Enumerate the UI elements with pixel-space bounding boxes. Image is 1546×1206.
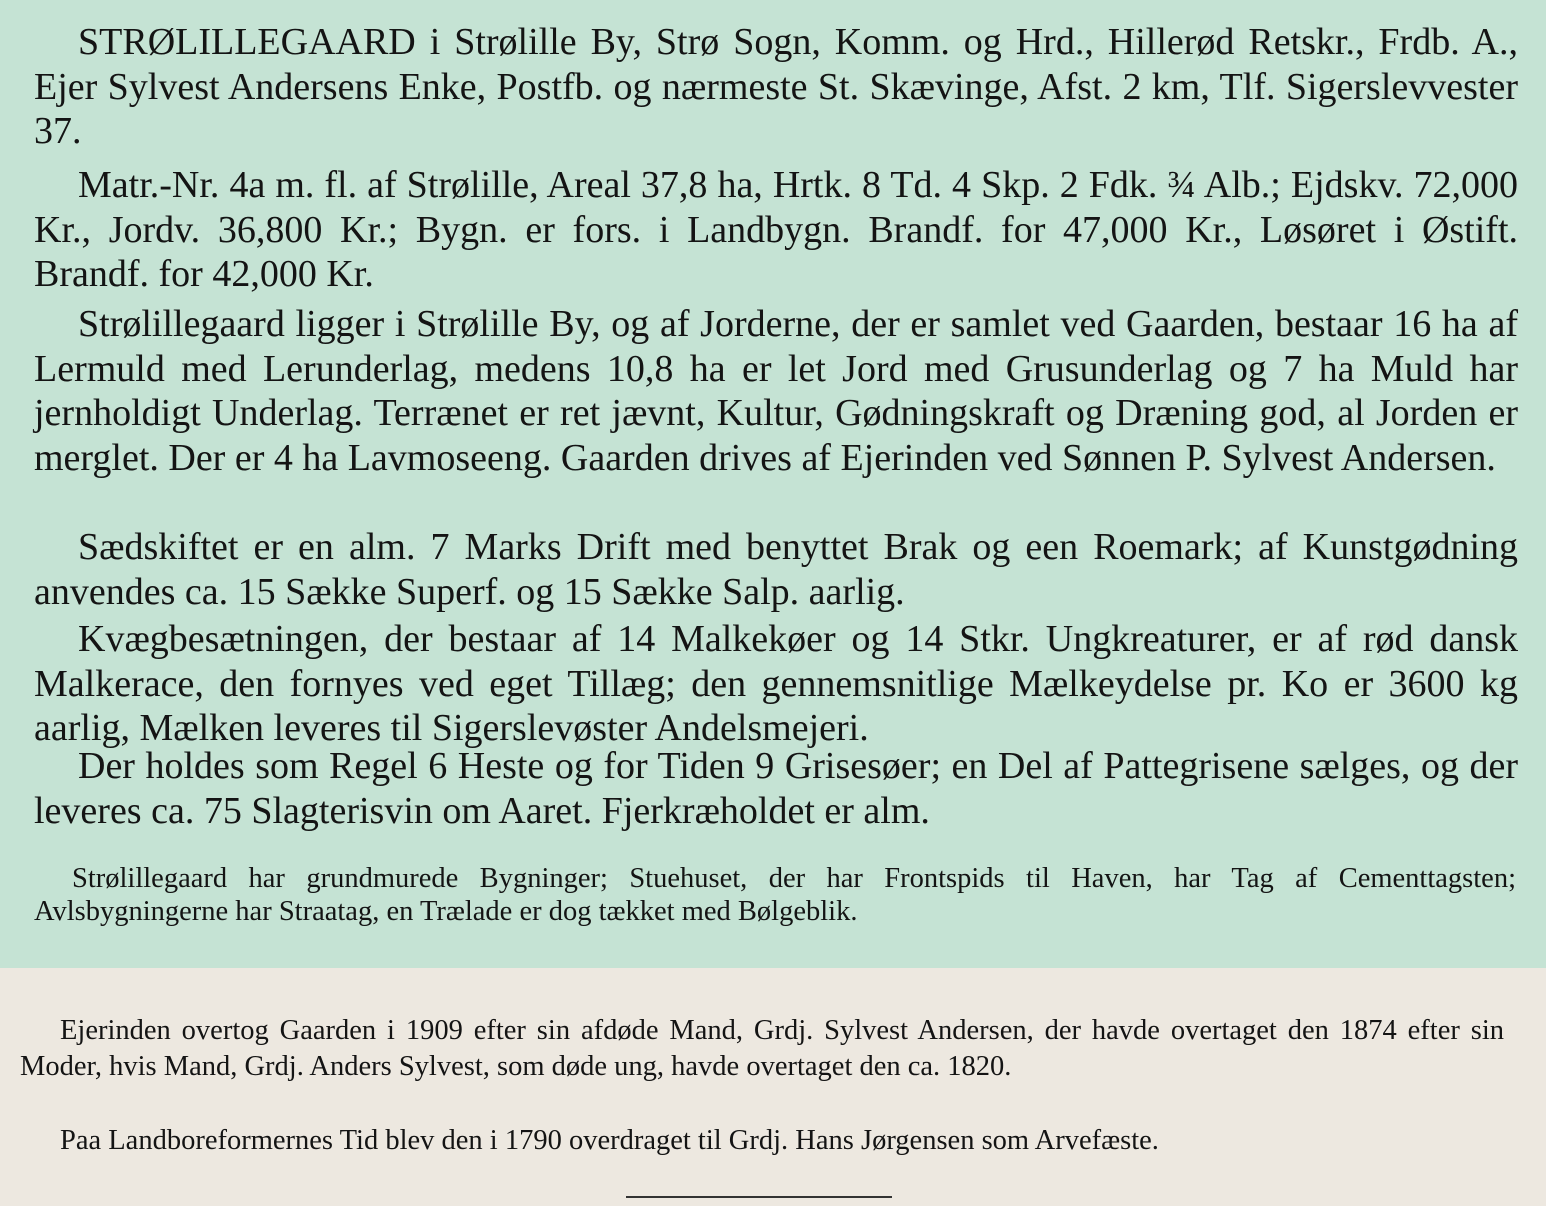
paragraph-soil: Strølillegaard ligger i Strølille By, og af Jorderne, der er samlet ved Gaarden, bestaar 16 ha af Lermuld med Lerunderlag, medens 10,8 ha er let Jord med Grusunderlag og 7 ha Muld har jernholdigt Underlag. Terrænet er ret jævnt, Kultur, Gødningskraft og Dræning god, al Jorden er merglet. Der er 4 ha Lavmoseeng. Gaarden drives af Ejerinden ved Sønnen P. Sylvest Andersen. [34,303,1518,479]
paragraph-cattle: Kvægbesætningen, der bestaar af 14 Malkekøer og 14 Stkr. Ungkreaturer, er af rød dansk Malkerace, den fornyes ved eget Tillæg; den gennemsnitlige Mælkeydelse pr. Ko er 3600 kg aarlig, Mælken leveres til Sigerslevøster Andelsmejeri. [34,618,1518,749]
closing-rule [626,1196,892,1198]
paragraph-cadastre: Matr.-Nr. 4a m. fl. af Strølille, Areal 37,8 ha, Hrtk. 8 Td. 4 Skp. 2 Fdk. ¾ Alb.; Ejdskv. 72,000 Kr., Jordv. 36,800 Kr.; Bygn. er fors. i Landbygn. Brandf. for 47,000 Kr., Løsøret i Østift. Brandf. for 42,000 Kr. [34,164,1518,295]
paragraph-buildings: Strølillegaard har grundmurede Bygninger; Stuehuset, der har Frontspids til Haven, har Tag af Cementtagsten; Avlsbygningerne har Straatag, en Trælade er dog tækket med Bølgeblik. [34,863,1516,927]
paragraph-farm-header: STRØLILLEGAARD i Strølille By, Strø Sogn, Komm. og Hrd., Hillerød Retskr., Frdb. A., Ejer Sylvest Andersens Enke, Postfb. og nærmeste St. Skævinge, Afst. 2 km, Tlf. Sigerslevvester 37. [34,21,1518,152]
paragraph-crop-rotation: Sædskiftet er en alm. 7 Marks Drift med benyttet Brak og een Roemark; af Kunstgødning anvendes ca. 15 Sække Superf. og 15 Sække Salp. aarlig. [34,526,1518,613]
paragraph-livestock: Der holdes som Regel 6 Heste og for Tiden 9 Grisesøer; en Del af Pattegrisene sælges, og der leveres ca. 75 Slagterisvin om Aaret. Fjerkræholdet er alm. [34,745,1518,832]
lower-clipping-panel [0,968,1546,1206]
paragraph-ownership-history: Ejerinden overtog Gaarden i 1909 efter sin afdøde Mand, Grdj. Sylvest Andersen, der havde overtaget den 1874 efter sin Moder, hvis Mand, Grdj. Anders Sylvest, som døde ung, havde overtaget den ca. 1820. [20,1015,1504,1082]
paragraph-land-reform: Paa Landboreformernes Tid blev den i 1790 overdraget til Grdj. Hans Jørgensen som Arvefæste. [60,1125,1159,1156]
